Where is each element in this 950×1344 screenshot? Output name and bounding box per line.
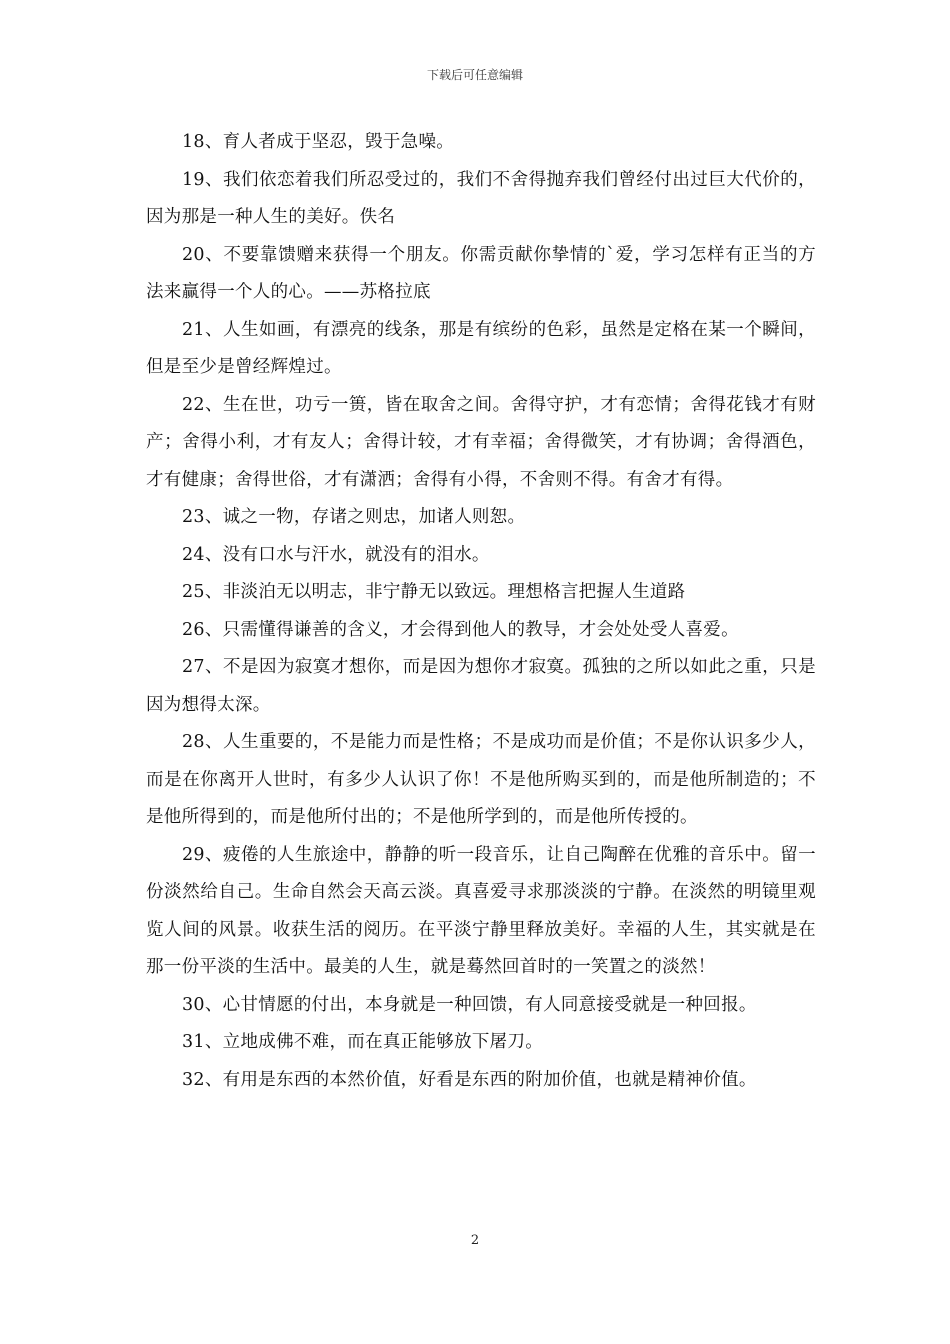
paragraph-27: 27、不是因为寂寞才想你，而是因为想你才寂寞。孤独的之所以如此之重，只是因为想得太深。 [146,657,816,715]
paragraph-21: 21、人生如画，有漂亮的线条，那是有缤纷的色彩，虽然是定格在某一个瞬间，但是至少是曾经辉煌过。 [146,319,816,377]
paragraph-31: 31、立地成佛不难，而在真正能够放下屠刀。 [182,1032,544,1052]
paragraph-28: 28、人生重要的，不是能力而是性格；不是成功而是价值；不是你认识多少人，而是在你离开人世时，有多少人认识了你！不是他所购买到的，而是他所制造的；不是他所得到的，而是他所付出的；不是他所学到的，而是他所传授的。 [146,732,816,827]
paragraph-20: 20、不要靠馈赠来获得一个朋友。你需贡献你挚情的`爱，学习怎样有正当的方法来赢得一个人的心。——苏格拉底 [146,244,816,302]
page-header: 下载后可任意编辑 [426,68,523,82]
paragraph-18: 18、育人者成于坚忍，毁于急噪。 [182,132,455,152]
document-body [146,124,816,1099]
page-number: 2 [470,1233,480,1248]
paragraph-23: 23、诚之一物，存诸之则忠，加诸人则恕。 [182,507,526,527]
paragraph-32: 32、有用是东西的本然价值，好看是东西的附加价值，也就是精神价值。 [182,1069,757,1090]
paragraph-19: 19、我们依恋着我们所忍受过的，我们不舍得抛弃我们曾经付出过巨大代价的，因为那是一种人生的美好。佚名 [146,169,816,227]
paragraph-22: 22、生在世，功亏一篑，皆在取舍之间。舍得守护，才有恋情；舍得花钱才有财产；舍得小利，才有友人；舍得计较，才有幸福；舍得微笑，才有协调；舍得酒色，才有健康；舍得世俗，才有潇洒；舍得有小得，不舍则不得。有舍才有得。 [146,394,816,490]
paragraph-30: 30、心甘情愿的付出，本身就是一种回馈，有人同意接受就是一种回报。 [182,994,757,1015]
paragraph-29: 29、疲倦的人生旅途中，静静的听一段音乐，让自己陶醉在优雅的音乐中。留一份淡然给自己。生命自然会天高云淡。真喜爱寻求那淡淡的宁静。在淡然的明镜里观览人间的风景。收获生活的阅历。在平淡宁静里释放美好。幸福的人生，其实就是在那一份平淡的生活中。最美的人生，就是蓦然回首时的一笑置之的淡然！ [146,844,816,977]
paragraph-26: 26、只需懂得谦善的含义，才会得到他人的教导，才会处处受人喜爱。 [182,619,739,640]
paragraph-24: 24、没有口水与汗水，就没有的泪水。 [182,544,490,565]
paragraph-25: 25、非淡泊无以明志，非宁静无以致远。理想格言把握人生道路 [182,582,686,602]
